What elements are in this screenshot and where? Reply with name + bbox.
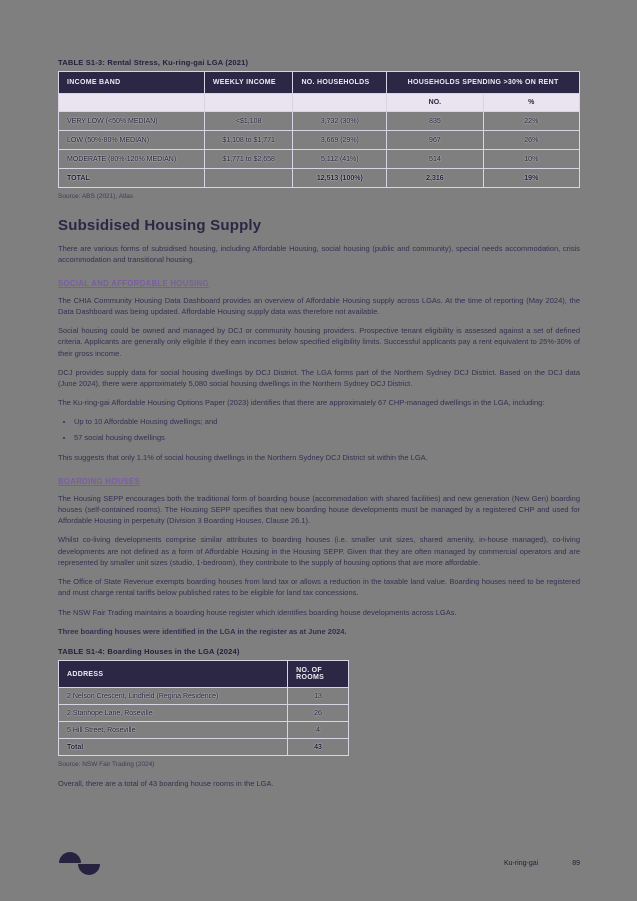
- cell-weekly-income: $1,108 to $1,771: [204, 131, 293, 150]
- rental-table-subheader-row: [59, 94, 580, 112]
- cell-income-band: MODERATE (80%-120% MEDIAN): [59, 150, 205, 169]
- cell-weekly-income: <$1,108: [204, 112, 293, 131]
- table-row: [59, 722, 349, 739]
- dwellings-bullet-list: [58, 417, 580, 445]
- page-title: Subsidised Housing Supply: [58, 217, 262, 234]
- body-paragraph: The Housing SEPP encourages both the traditional form of boarding house (accommodation with shared facilities) and new generation (New Gen) boarding houses (self-contained rooms). The Housing SEPP specifies that new boarding house developments must be managed by a registered CHP and used for Affordable Housing in perpetuity (Division 3 Boarding Houses, Clause 26.1).: [58, 493, 580, 525]
- col-header-income-band: INCOME BAND: [59, 72, 205, 94]
- body-paragraph: The Ku-ring-gai Affordable Housing Options Paper (2023) identifies that there are approximately 67 CHP-managed dwellings in the LGA, including:: [58, 398, 545, 408]
- table-row: [59, 131, 580, 150]
- boarding-table-wrapper: [58, 660, 349, 756]
- cell-rooms: 43: [288, 739, 349, 756]
- subsection-boarding-houses: BOARDING HOUSES: [58, 476, 141, 486]
- subheader-empty: [59, 94, 205, 112]
- boarding-table-caption: TABLE S1-4: Boarding Houses in the LGA (2024): [58, 647, 240, 656]
- table-row: [59, 112, 580, 131]
- boarding-houses-table: [58, 660, 349, 756]
- cell-income-band: LOW (50%-80% MEDIAN): [59, 131, 205, 150]
- subheader-empty: [204, 94, 293, 112]
- body-paragraph: The NSW Fair Trading maintains a boarding house register which identifies boarding house developments across LGAs.: [58, 607, 457, 617]
- cell-pct: 10%: [483, 150, 579, 169]
- col-subheader-pct: %: [483, 94, 579, 112]
- wave-logo-icon: [58, 851, 104, 875]
- footer-page-number: 89: [572, 859, 580, 867]
- table-total-row: [59, 169, 580, 188]
- cell-income-band: VERY LOW (<50% MEDIAN): [59, 112, 205, 131]
- cell-households: 12,513 (100%): [293, 169, 387, 188]
- rental-table-source: Source: ABS (2021), Atlas: [58, 193, 134, 200]
- col-header-weekly-income: WEEKLY INCOME: [204, 72, 293, 94]
- rental-table-caption: TABLE S1-3: Rental Stress, Ku-ring-gai LGA (2021): [58, 58, 249, 67]
- cell-rooms: 26: [288, 705, 349, 722]
- cell-address: 2 Nelson Crescent, Lindfield (Regina Residence): [59, 688, 288, 705]
- subsection-social-affordable-housing: SOCIAL AND AFFORDABLE HOUSING: [58, 278, 209, 288]
- cell-address: Total: [59, 739, 288, 756]
- cell-households: 3,732 (30%): [293, 112, 387, 131]
- body-paragraph: The CHIA Community Housing Data Dashboard provides an overview of Affordable Housing supply across LGAs. At the time of reporting (May 2024), the Data Dashboard was being updated. Affordable Housing supply data was therefore not available.: [58, 295, 580, 316]
- cell-pct: 19%: [483, 169, 579, 188]
- cell-no: 514: [387, 150, 483, 169]
- cell-no: 835: [387, 112, 483, 131]
- cell-income-band: TOTAL: [59, 169, 205, 188]
- list-item: • Up to 10 Affordable Housing dwellings; and: [74, 417, 580, 428]
- cell-households: 3,669 (29%): [293, 131, 387, 150]
- rental-stress-table: [58, 71, 580, 188]
- page-footer: [58, 851, 580, 875]
- cell-pct: 26%: [483, 131, 579, 150]
- body-paragraph: DCJ provides supply data for social housing dwellings by DCJ District. The LGA forms part of the Northern Sydney DCJ District. Based on the DCJ data (June 2024), there were approximately 5,080 social housing dwellings in the Northern Sydney DCJ District.: [58, 367, 580, 388]
- body-paragraph: Whilst co-living developments comprise similar attributes to boarding houses (i.e. smaller unit sizes, shared amenity, in-house managed), co-living developments are not defined as a form of Affordable Housing in the Housing SEPP. Given that they are often managed by commercial operators and are represented by smaller unit sizes (studio, 1-bedroom), they contribute to the supply of housing options that are more affordable.: [58, 535, 580, 567]
- col-header-spending: HOUSEHOLDS SPENDING >30% ON RENT: [387, 72, 580, 94]
- table-total-row: [59, 739, 349, 756]
- cell-weekly-income: $1,771 to $2,658: [204, 150, 293, 169]
- boarding-table-source: Source: NSW Fair Trading (2024): [58, 761, 155, 768]
- cell-address: 5 Hill Street, Roseville: [59, 722, 288, 739]
- subheader-empty: [293, 94, 387, 112]
- cell-address: 2 Stanhope Lane, Roseville: [59, 705, 288, 722]
- cell-pct: 22%: [483, 112, 579, 131]
- body-paragraph: The Office of State Revenue exempts boarding houses from land tax or allows a reduction in the taxable land value. Boarding houses need to be registered and must charge rental tariffs below published rates to be eligible for land tax concessions.: [58, 577, 580, 598]
- col-header-address: ADDRESS: [59, 661, 288, 688]
- cell-households: 5,112 (41%): [293, 150, 387, 169]
- col-header-households: NO. HOUSEHOLDS: [293, 72, 387, 94]
- cell-rooms: 13: [288, 688, 349, 705]
- summary-paragraph: Overall, there are a total of 43 boarding house rooms in the LGA.: [58, 779, 274, 788]
- cell-no: 967: [387, 131, 483, 150]
- cell-rooms: 4: [288, 722, 349, 739]
- table-row: [59, 688, 349, 705]
- table-row: [59, 705, 349, 722]
- col-header-rooms: NO. OF ROOMS: [288, 661, 349, 688]
- intro-paragraph: There are various forms of subsidised housing, including Affordable Housing, social housing (public and community), special needs accommodation, crisis accommodation and transitional housing.: [58, 244, 580, 265]
- body-paragraph: Social housing could be owned and managed by DCJ or community housing providers. Prospective tenant eligibility is assessed against a set of defined criteria. Applicants are generally only eligible if they earn incomes below specified eligibility limits. Successful applicants pay a rent equivalent to 25%-30% of their gross income.: [58, 326, 580, 358]
- boarding-table-header-row: [59, 661, 349, 688]
- table-row: [59, 150, 580, 169]
- cell-no: 2,316: [387, 169, 483, 188]
- list-item: • 57 social housing dwellings: [74, 433, 580, 444]
- col-subheader-no: NO.: [387, 94, 483, 112]
- cell-weekly-income: [204, 169, 293, 188]
- footer-right: [504, 860, 580, 867]
- footer-section-label: Ku-ring-gai: [503, 859, 539, 867]
- body-paragraph: This suggests that only 1.1% of social housing dwellings in the Northern Sydney DCJ District sit within the LGA.: [58, 453, 428, 463]
- boarding-houses-count-statement: Three boarding houses were identified in the LGA in the register as at June 2024.: [58, 626, 347, 636]
- rental-table-header-row: [59, 72, 580, 94]
